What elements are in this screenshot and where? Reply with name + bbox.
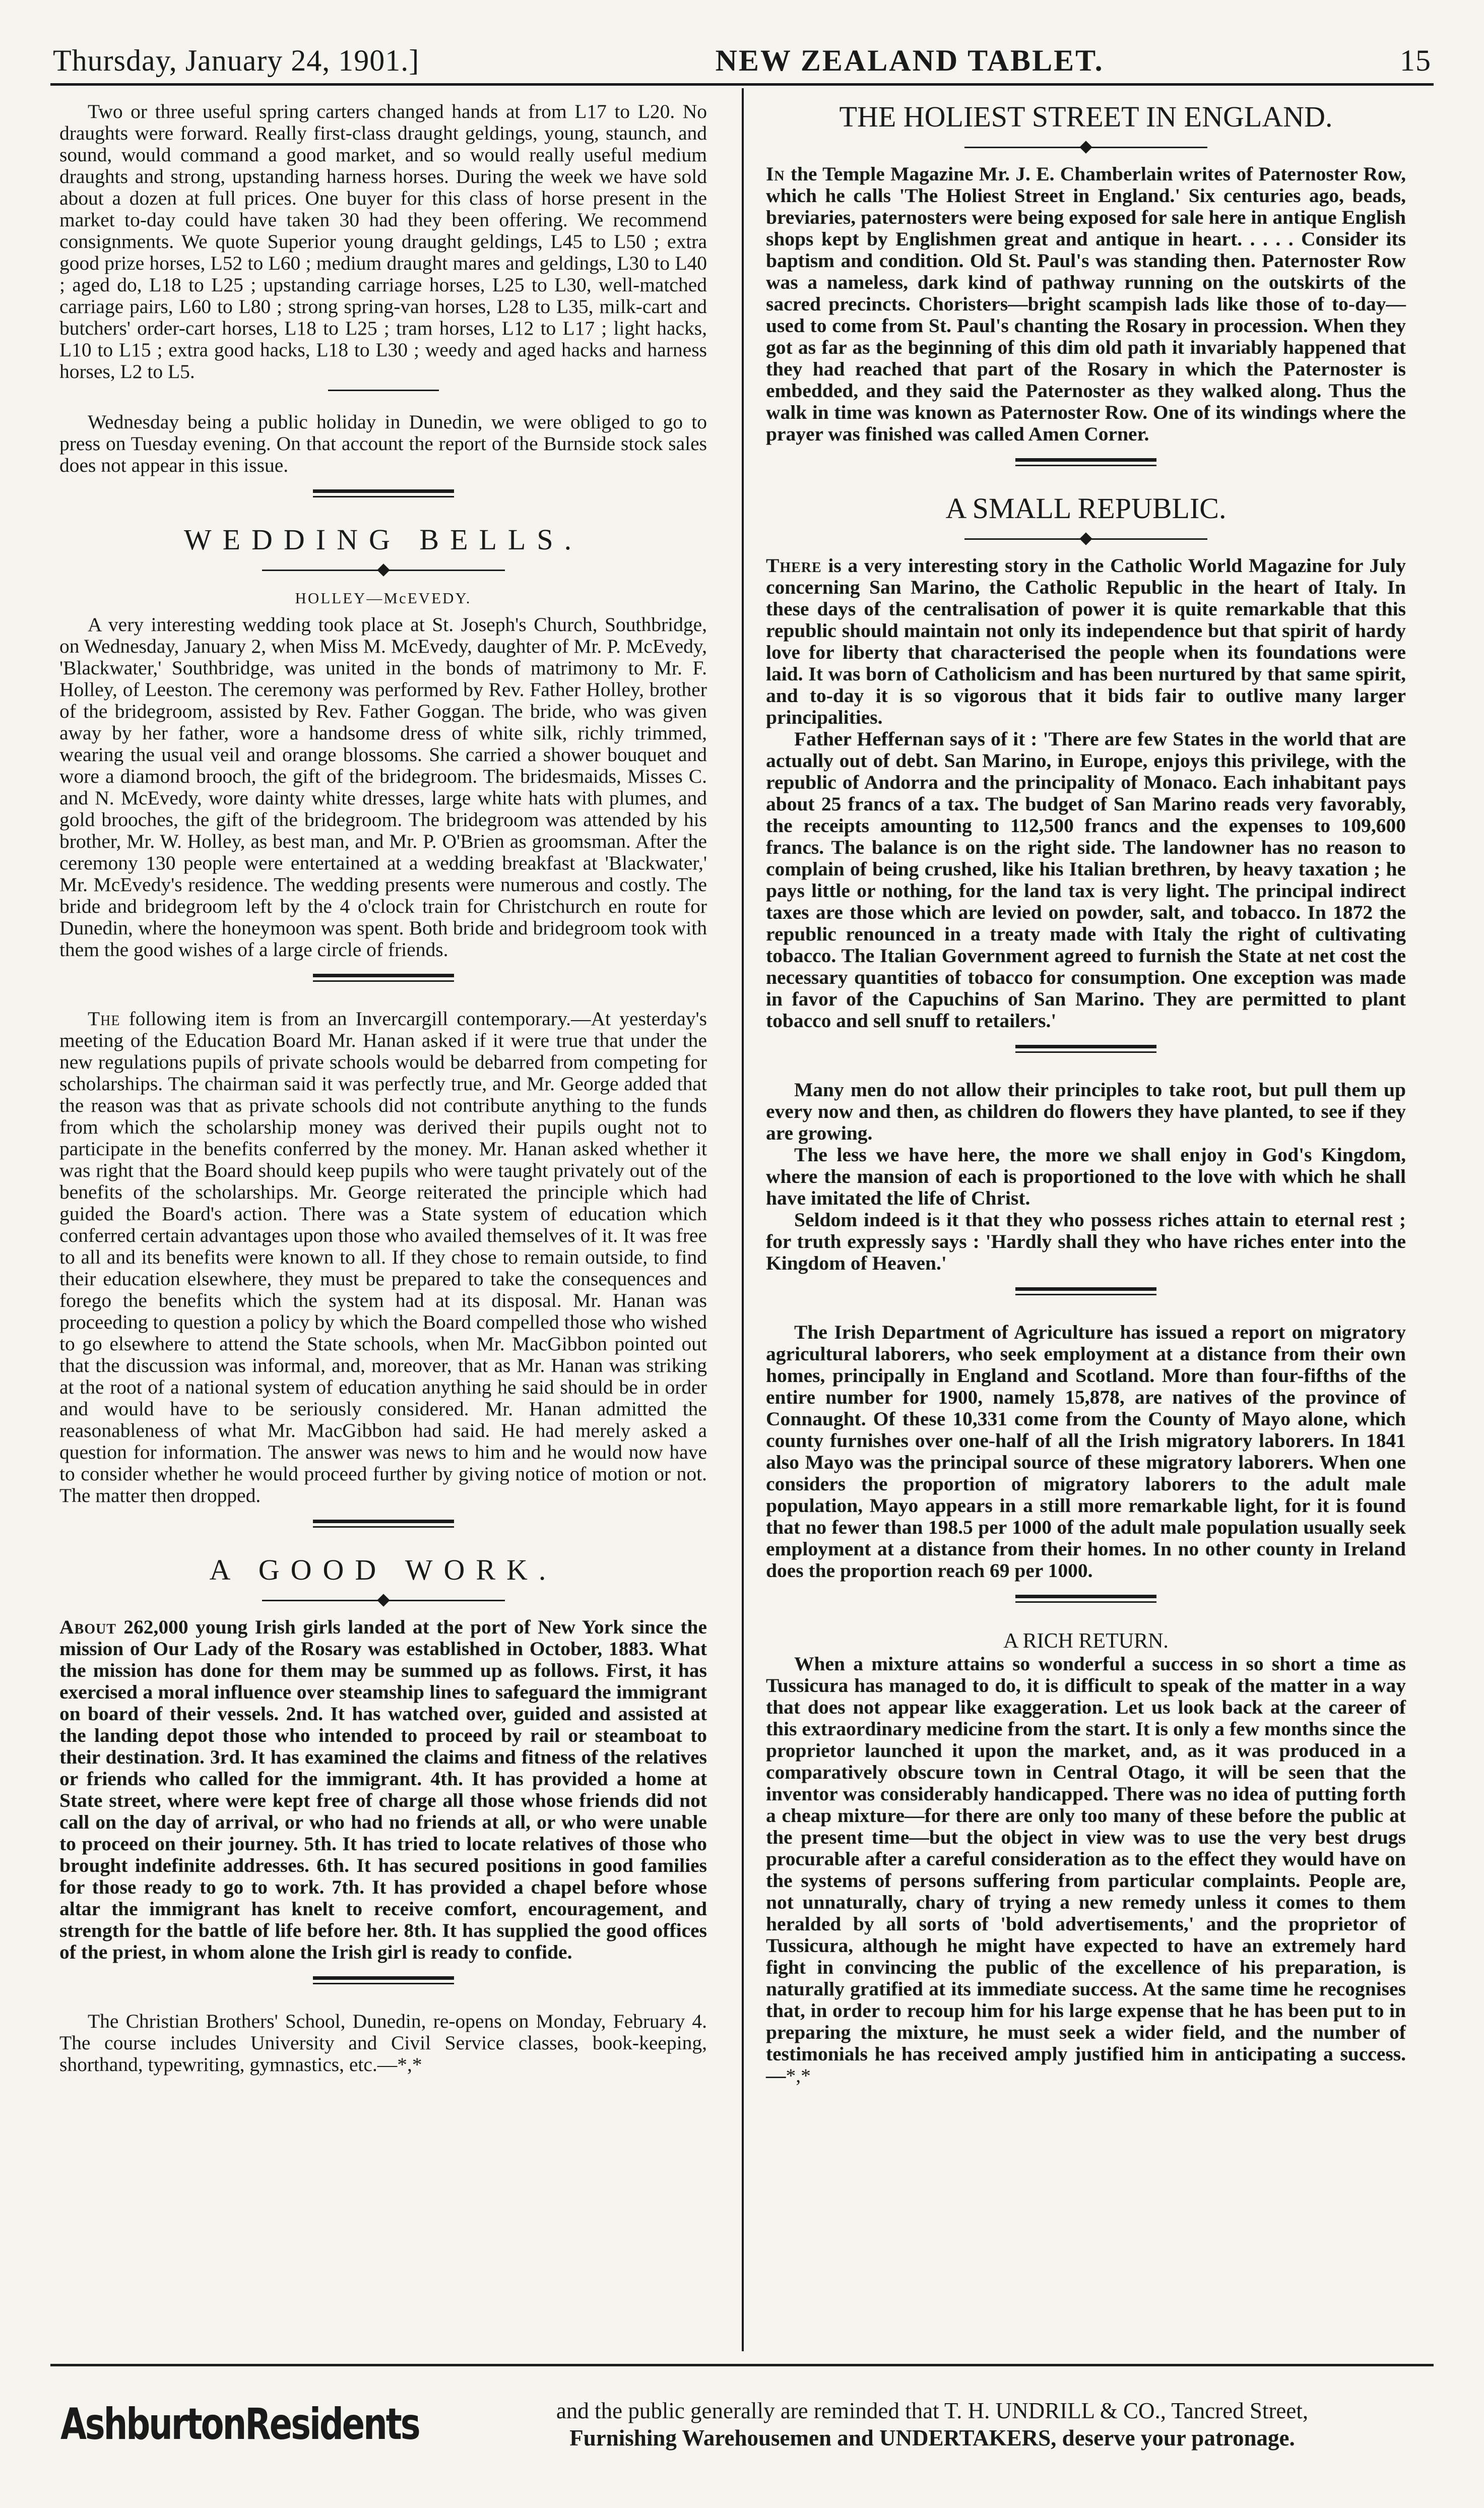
education-body: following item is from an Invercargill contemporary.—At yesterday's meeting of the Education Board Mr. Hanan asked if it were true that under the new regulations pupils of private schools would be debarred from competing for scholarships. The chairman said it was perfectly true, and Mr. George added that the reason was that as private schools did not contribute anything to the funds from which the scholarship money was derived their pupils ought not to participate in the benefits conferred by the money. Mr. Hanan asked whether it was right that the Board should keep pupils who were taught privately out of the benefits of the scholarships. Mr. George reiterated the principle which had guided the Board's action. There was a State system of education which conferred certain advantages upon those who availed themselves of it. It was free to all and its benefits were known to all. If they chose to remain outside, to find their education elsewhere, they must be prepared to take the consequences and forego the benefits which the system had at its disposal. Mr. Hanan was proceeding to question a policy by which the Board compelled those who wished to go elsewhere to attend the State schools, when Mr. MacGibbon pointed out that the discussion was informal, and, moreover, that as Mr. Hanan was striking at the root of a national system of education anything he said should be in order and would have to be seriously considered. Mr. Hanan admitted the reasonableness of what Mr. MacGibbon had said. He had merely asked a question for information. The answer was news to him and he would now have to consider whether he would proceed further by giving notice of motion or not. The matter then dropped. <box>59 1008 707 1507</box>
double-rule <box>1015 1595 1156 1603</box>
holiest-street-heading: THE HOLIEST STREET IN ENGLAND. <box>839 100 1333 133</box>
advertisement-text <box>454 2397 1411 2452</box>
wedding-byline: HOLLEY—McEVEDY. <box>295 589 472 607</box>
short-rule <box>328 390 439 391</box>
double-rule <box>1015 458 1156 466</box>
small-republic-heading: A SMALL REPUBLIC. <box>945 492 1227 525</box>
small-republic-paragraph <box>766 555 1406 728</box>
newspaper-title: NEW ZEALAND TABLET. <box>715 44 1104 77</box>
holiest-street-lead: In <box>766 163 785 185</box>
small-republic-paragraph-2: Father Heffernan says of it : 'There are few States in the world that are actually out of debt. San Marino, in Europe, enjoys this privilege, with the republic of Andorra and the principality of Monaco. Each inhabitant pays about 25 francs of a tax. The budget of San Marino reads very favorably, the receipts amounting to 112,500 francs and the expenses to 109,600 francs. The balance is on the right side. The landowner has no reason to complain of being crushed, like his Italian brethren, by heavy taxation ; he pays little or nothing, for the land tax is very light. The principal indirect taxes are those which are levied on powder, salt, and tobacco. In 1872 the republic renounced in a treaty made with Italy the right of cultivating tobacco. The Italian Government agreed to furnish the State at net cost the necessary quantities of tobacco for consumption. One exception was made in favor of the Capuchins of San Marino. They are permitted to plant tobacco and sell snuff to retailers.' <box>766 728 1406 1032</box>
ornament-divider <box>59 1589 707 1611</box>
good-work-lead: About <box>59 1616 116 1638</box>
good-work-heading: A GOOD WORK. <box>209 1553 557 1586</box>
wedding-heading: WEDDING BELLS. <box>183 523 583 556</box>
diamond-ornament-icon <box>1079 532 1092 545</box>
education-lead: The <box>88 1008 120 1030</box>
ornament-divider <box>59 559 707 581</box>
ornament-divider <box>766 136 1406 158</box>
diamond-ornament-icon <box>377 1594 390 1606</box>
holiday-notice-paragraph: Wednesday being a public holiday in Dunedin, we were obliged to go to press on Tuesday evening. On that account the report of the Burnside stock sales does not appear in this issue. <box>59 411 707 476</box>
masthead-rule <box>50 83 1434 86</box>
advertisement-brand: AshburtonResidents <box>60 2399 419 2450</box>
right-column <box>766 101 1406 2087</box>
rich-return-paragraph <box>766 1653 1406 2087</box>
diamond-ornament-icon <box>1079 141 1092 153</box>
education-paragraph <box>59 1008 707 1507</box>
column-divider <box>742 88 744 2351</box>
advertisement-banner <box>60 2381 1421 2467</box>
masthead <box>53 30 1431 78</box>
ornament-divider <box>766 528 1406 550</box>
asterism-signature: *,* <box>397 2053 422 2076</box>
horse-market-paragraph: Two or three useful spring carters changed hands at from L17 to L20. No draughts were forward. Really first-class draught geldings, young, staunch, and sound, would command a good market, and so would really useful medium draughts and strong, upstanding harness horses. During the week we have sold about a dozen at full prices. One buyer for this class of horse present in the market to-day could have taken 30 had they been offering. We recommend consignments. We quote Superior young draught geldings, L45 to L50 ; extra good prize horses, L52 to L60 ; medium draught mares and geldings, L30 to L40 ; aged do, L18 to L25 ; upstanding carriage horses, L25 to L30, well-matched carriage pairs, L60 to L80 ; strong spring-van horses, L28 to L35, milk-cart and butchers' order-cart horses, L18 to L25 ; tram horses, L12 to L17 ; light hacks, L10 to L15 ; extra good hacks, L18 to L30 ; weedy and aged hacks and harness horses, L2 to L5. <box>59 100 707 383</box>
wedding-paragraph: A very interesting wedding took place at St. Joseph's Church, Southbridge, on Wednesday, January 2, when Miss M. McEvedy, daughter of Mr. P. McEvedy, 'Blackwater,' Southbridge, was united in the bonds of matrimony to Mr. F. Holley, of Leeston. The ceremony was performed by Rev. Father Holley, brother of the bridegroom, assisted by Rev. Father Goggan. The bride, who was given away by her father, wore a handsome dress of white silk, richly trimmed, wearing the usual veil and orange blossoms. She carried a shower bouquet and wore a diamond brooch, the gift of the bridegroom. The bridesmaids, Misses C. and N. McEvedy, wore dainty white dresses, large white hats with plumes, and gold brooches, the gift of the bridegroom. The bridegroom was attended by his brother, Mr. W. Holley, as best man, and Mr. P. O'Brien as groomsman. After the ceremony 130 people were entertained at a wedding breakfast at 'Blackwater,' Mr. McEvedy's residence. The wedding presents were numerous and costly. The bride and bridegroom left by the 4 o'clock train for Christchurch en route for Dunedin, where the honeymoon was spent. Both bride and bridegroom took with them the good wishes of a large circle of friends. <box>59 613 707 961</box>
advertisement-line-2: Furnishing Warehousemen and UNDERTAKERS, deserve your patronage. <box>569 2425 1295 2451</box>
small-republic-body: is a very interesting story in the Catholic World Magazine for July concerning San Marino, the Catholic Republic in the heart of Italy. In these days of the centralisation of power it is quite remarkable that this republic should maintain not only its independence but that spirit of hardy love for liberty that characterised the people when its foundations were laid. It was born of Catholicism and has been nurtured by that same spirit, and to-day it is so vigorous that it bids fair to outlive many larger principalities. <box>766 554 1406 728</box>
rich-return-body: When a mixture attains so wonderful a success in so short a time as Tussicura has managed to do, it is difficult to speak of the matter in a way that does not appear like exaggeration. Let us look back at the career of this extraordinary medicine from the start. It is only a few months since the proprietor launched it upon the market, and, as it was produced in a comparatively obscure town in Central Otago, it will be seen that the inventor was considerably handicapped. There was no idea of putting forth a cheap mixture—for there are only too many of these before the public at the present time—but the object in view was to use the very best drugs procurable after a careful consideration as to the effect they would have on the systems of persons suffering from particular complaints. People are, not unnaturally, chary of trying a new remedy unless it comes to them heralded by all sorts of 'bold advertisements,' and the proprietor of Tussicura, although he might have expected to have an extremely hard fight in convincing the public of the excellence of his preparation, is naturally gratified at its immediate success. At the same time he recognises that, in order to recoup him for his large expense that he has been put to in preparing the mixture, he must seek a wider field, and the number of testimonials he has received amply justified him in anticipating a success.— <box>766 1653 1406 2087</box>
principles-paragraph: Many men do not allow their principles to take root, but pull them up every now and then, as children do flowers they have planted, to see if they are growing. <box>766 1079 1406 1144</box>
double-rule <box>1015 1045 1156 1053</box>
left-column <box>59 101 707 2076</box>
irish-agriculture-paragraph: The Irish Department of Agriculture has issued a report on migratory agricultural laborers, who seek employment at a distance from their own homes, principally in England and Scotland. More than four-fifths of the entire number for 1900, namely 15,878, are natives of the province of Connaught. Of these 10,331 come from the County of Mayo alone, which county furnishes over one-half of all the Irish migratory laborers. In 1841 also Mayo was the principal source of these migratory laborers. When one considers the proportion of migratory laborers to the adult male population, Mayo appears in a still more remarkable light, for it is found that no fewer than 198.5 per 1000 of the adult male population usually seek employment at a distance from their homes. In no other county in Ireland does the proportion reach 69 per 1000. <box>766 1321 1406 1582</box>
footer-rule <box>50 2364 1434 2366</box>
diamond-ornament-icon <box>377 563 390 576</box>
double-rule <box>1015 1287 1156 1295</box>
rich-return-heading: A RICH RETURN. <box>1003 1629 1169 1653</box>
issue-date: Thursday, January 24, 1901.] <box>53 44 420 77</box>
double-rule <box>313 489 454 497</box>
small-republic-lead: There <box>766 554 822 577</box>
christian-brothers-paragraph <box>59 2011 707 2076</box>
asterism-signature: *,* <box>786 2064 811 2087</box>
double-rule <box>313 1520 454 1528</box>
holiest-street-paragraph <box>766 163 1406 445</box>
holiest-street-body: the Temple Magazine Mr. J. E. Chamberlain writes of Paternoster Row, which he calls 'The Holiest Street in England.' Six centuries ago, beads, breviaries, paternosters were being exposed for sale here in antique English shops kept by Englishmen great and antique in heart. . . . . Consider its baptism and condition. Old St. Paul's was standing then. Paternoster Row was a nameless, dark kind of pathway running on the outskirts of the sacred precincts. Choristers—bright scampish lads like those of to-day—used to come from St. Paul's chanting the Rosary in procession. When they got as far as the beginning of this dim old path it invariably happened that they had reached that part of the Rosary in which the Paternoster is embedded, and they said the Paternoster as they walked along. Thus the walk in time was known as Paternoster Row. One of its windings where the prayer was finished was called Amen Corner. <box>766 163 1406 445</box>
riches-paragraph: Seldom indeed is it that they who possess riches attain to eternal rest ; for truth expressly says : 'Hardly shall they who have riches enter into the Kingdom of Heaven.' <box>766 1209 1406 1274</box>
page-number: 15 <box>1399 44 1431 77</box>
christian-brothers-body: The Christian Brothers' School, Dunedin, re-opens on Monday, February 4. The course includes University and Civil Service classes, book-keeping, shorthand, typewriting, gymnastics, etc.— <box>59 2010 707 2076</box>
good-work-paragraph <box>59 1616 707 1963</box>
good-work-body: 262,000 young Irish girls landed at the port of New York since the mission of Our Lady of the Rosary was established in October, 1883. What the mission has done for them may be summed up as follows. First, it has exercised a moral influence over steamship lines to safeguard the immigrant on board of their vessels. 2nd. It has watched over, guided and assisted at the landing depot those who intended to proceed by rail or steamboat to their destination. 3rd. It has examined the claims and fitness of the relatives or friends who called for the immigrant. 4th. It has provided a home at State street, where were kept free of charge all those whose friends did not call on the day of arrival, or who had no friends at all, or who were unable to proceed on their journey. 5th. It has tried to locate relatives of those who brought indefinite addresses. 6th. It has secured positions in good families for those ready to go to work. 7th. It has provided a chapel before whose altar the immigrant has knelt to receive comfort, encouragement, and strength for the battle of life before her. 8th. It has supplied the good offices of the priest, in whom alone the Irish girl is ready to confide. <box>59 1616 707 1963</box>
advertisement-line-1: and the public generally are reminded that T. H. UNDRILL & CO., Tancred Street, <box>556 2398 1309 2423</box>
gods-kingdom-paragraph: The less we have here, the more we shall enjoy in God's Kingdom, where the mansion of each is proportioned to the love with which he shall have imitated the life of Christ. <box>766 1144 1406 1209</box>
double-rule <box>313 974 454 982</box>
double-rule <box>313 1976 454 1984</box>
